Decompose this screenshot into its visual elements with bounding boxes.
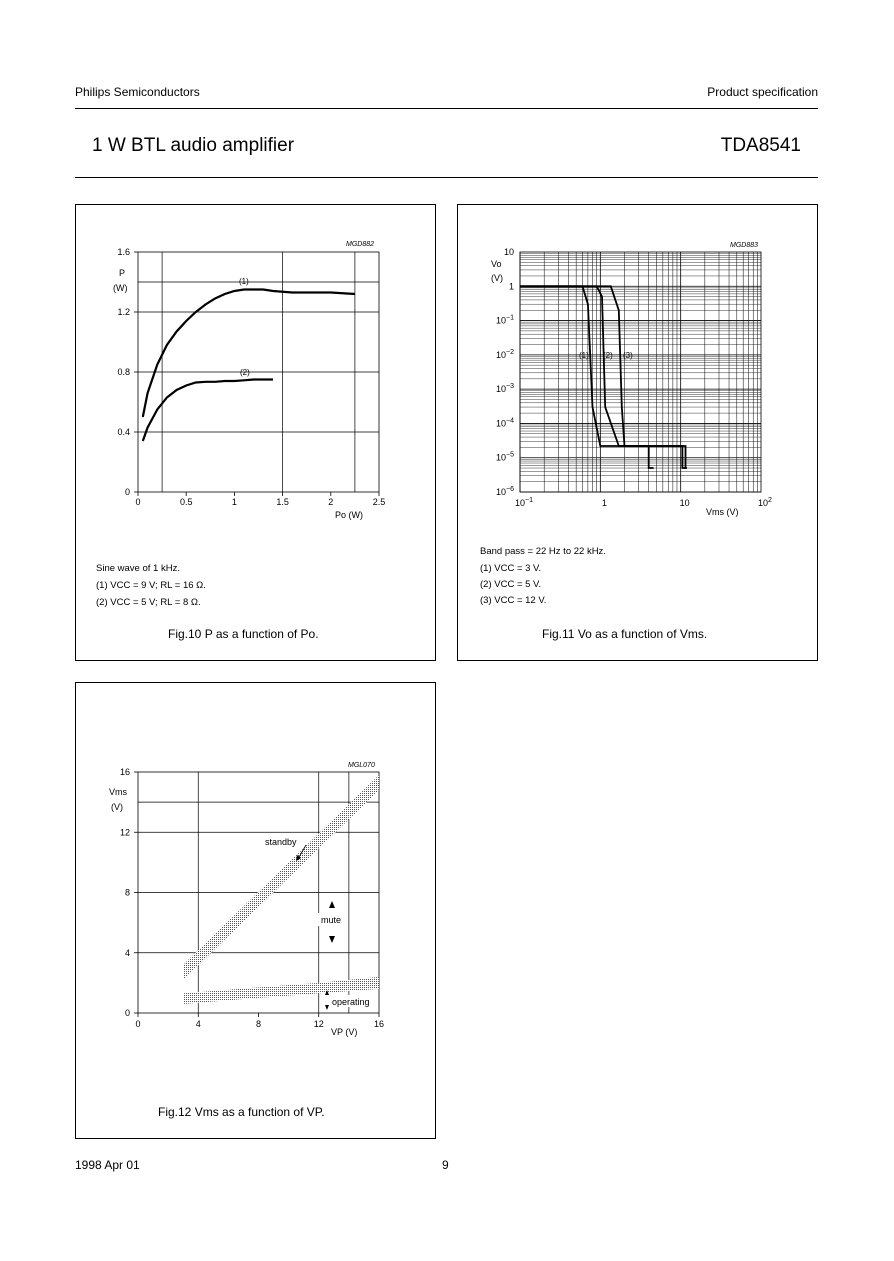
y-tick-label: 0.8 (117, 367, 130, 377)
x-tick-label: 12 (313, 1019, 324, 1029)
series-label-2: (2) (603, 351, 613, 360)
x-tick-label: 2.5 (372, 497, 386, 507)
caption-text: P as a function of Po. (204, 627, 319, 641)
y-axis-unit: (V) (111, 802, 123, 812)
x-tick-label (602, 498, 607, 508)
tick-exponent: −1 (506, 314, 514, 322)
x-axis-label: VP (V) (331, 1027, 358, 1037)
y-tick-label (496, 349, 514, 360)
note-line-4: (3) VCC = 12 V. (480, 595, 547, 606)
x-tick-label: 0 (135, 1019, 141, 1029)
y-tick-label: 0 (124, 487, 130, 497)
tick-exponent: 2 (768, 497, 772, 504)
tick-base: 10 (515, 498, 526, 508)
caption-number: Fig.11 (542, 627, 575, 641)
tick-exponent: −1 (525, 497, 533, 504)
y-tick-label: 1.6 (117, 247, 130, 257)
y-tick-label: 0 (124, 1008, 130, 1018)
tick-base: 1 (601, 498, 607, 508)
series-line-2 (520, 286, 687, 468)
tick-base: 10 (679, 498, 690, 508)
series-label-2: (2) (240, 368, 250, 377)
document-type: Product specification (707, 85, 818, 99)
note-line-1: Sine wave of 1 kHz. (96, 563, 180, 574)
tick-base: 1 (508, 281, 514, 292)
company-name: Philips Semiconductors (75, 85, 200, 99)
y-tick-label: 12 (119, 827, 130, 838)
tick-exponent: −6 (506, 486, 514, 493)
figure-code: MGD883 (730, 242, 759, 249)
figure-10-chart (76, 205, 435, 660)
series-label-3: (3) (623, 351, 633, 360)
caption-text: Vo as a function of Vms. (577, 627, 708, 641)
x-tick-label: 8 (255, 1019, 262, 1029)
x-axis-label: Vms (V) (706, 507, 739, 517)
tick-base: 10 (496, 384, 507, 395)
y-axis-label: Vo (491, 259, 502, 269)
tick-base: 10 (496, 349, 507, 360)
y-tick-label: 16 (119, 767, 130, 777)
page-number: 9 (442, 1158, 449, 1172)
operating-arrow-down-icon (325, 1005, 329, 1010)
arrow-up-icon (329, 901, 335, 908)
tick-base: 10 (496, 487, 507, 497)
series-line-1 (143, 290, 355, 418)
y-tick-label (496, 452, 514, 463)
x-axis-label: Po (W) (335, 510, 363, 520)
y-tick-label: 4 (124, 947, 130, 958)
figure-caption (158, 1105, 325, 1119)
y-tick-label (496, 383, 514, 394)
y-axis-unit: (W) (113, 283, 128, 293)
y-tick-label (509, 281, 514, 291)
x-tick-label: 2 (328, 497, 334, 507)
y-tick-label (496, 417, 514, 428)
x-tick-label: 16 (373, 1019, 385, 1029)
standby-label: standby (265, 837, 297, 847)
y-tick-label (504, 247, 514, 257)
caption-text: Vms as a function of VP. (194, 1105, 325, 1119)
y-axis-label: P (119, 268, 126, 278)
tick-exponent: −3 (506, 383, 514, 391)
tick-base: 10 (758, 498, 769, 508)
x-tick-label: 0 (135, 497, 141, 507)
x-tick-label: 1 (231, 497, 237, 507)
figure-caption (168, 627, 319, 641)
figure-code: MGL070 (348, 762, 375, 769)
note-line-2: (1) VCC = 3 V. (480, 563, 542, 574)
note-line-1: Band pass = 22 Hz to 22 kHz. (480, 546, 606, 557)
caption-number: Fig.12 (158, 1105, 192, 1119)
figure-11-chart (458, 205, 817, 660)
figure-10-panel (75, 204, 436, 661)
footer-date: 1998 Apr 01 (75, 1158, 140, 1172)
header-rule-bottom (75, 177, 818, 178)
x-tick-label: 0.5 (179, 497, 193, 507)
tick-exponent: −4 (506, 417, 514, 425)
note-line-3: (2) VCC = 5 V; RL = 8 Ω. (96, 597, 201, 608)
y-tick-label (496, 315, 514, 326)
series-label-1: (1) (579, 351, 589, 360)
x-tick-label (758, 497, 772, 508)
x-tick-label: 4 (195, 1019, 201, 1029)
header-rule-top (75, 108, 818, 109)
tick-exponent: −2 (506, 348, 514, 356)
note-line-2: (1) VCC = 9 V; RL = 16 Ω. (96, 580, 206, 591)
tick-base: 10 (496, 315, 507, 326)
y-tick-label: 0.4 (117, 427, 130, 437)
mute-label: mute (321, 915, 342, 925)
operating-label: operating (332, 997, 370, 1007)
x-tick-label (680, 498, 690, 508)
arrow-down-icon (329, 936, 335, 943)
y-tick-label: 1.2 (117, 307, 130, 317)
tick-exponent: −5 (506, 451, 514, 459)
x-tick-label (515, 497, 533, 508)
figure-code: MGD882 (346, 241, 375, 248)
tick-base: 10 (496, 452, 507, 463)
figure-caption (542, 627, 707, 641)
part-number: TDA8541 (720, 135, 801, 156)
note-line-3: (2) VCC = 5 V. (480, 579, 542, 590)
figure-12-panel (75, 682, 436, 1139)
figure-11-panel (457, 204, 818, 661)
y-axis-unit: (V) (491, 273, 503, 283)
caption-number: Fig.10 (168, 627, 202, 641)
tick-base: 10 (496, 418, 507, 429)
x-tick-label: 1.5 (276, 497, 289, 507)
y-tick-label (496, 486, 514, 497)
page-title: 1 W BTL audio amplifier (92, 135, 295, 156)
series-label-1: (1) (239, 277, 249, 286)
series-line-1 (520, 286, 654, 468)
y-tick-label: 8 (124, 887, 130, 898)
band-standby (183, 775, 379, 980)
figure-12-chart (76, 683, 435, 1138)
tick-base: 10 (503, 247, 514, 257)
y-axis-label: Vms (109, 787, 127, 797)
